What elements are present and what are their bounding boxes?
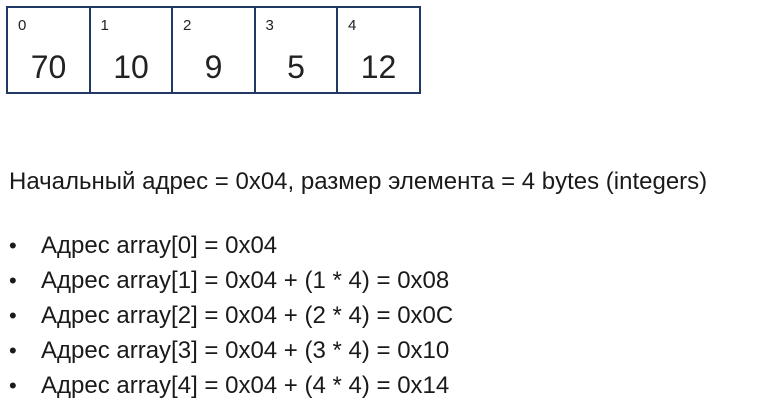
- address-line: Адрес array[2] = 0x04 + (2 * 4) = 0x0C: [41, 302, 454, 329]
- cell-index: 1: [100, 17, 109, 34]
- cell-index: 2: [183, 17, 192, 34]
- array-cell-3: [254, 6, 339, 94]
- address-line: Адрес array[1] = 0x04 + (1 * 4) = 0x08: [41, 267, 450, 294]
- list-item: [9, 333, 453, 368]
- bullet-icon: •: [9, 268, 17, 293]
- cell-index: 4: [348, 17, 357, 34]
- base-address-description: Начальный адрес = 0x04, размер элемента = 4 bytes (integers): [9, 168, 708, 195]
- array-cell-2: [171, 6, 256, 94]
- bullet-icon: •: [9, 233, 17, 258]
- address-line: Адрес array[3] = 0x04 + (3 * 4) = 0x10: [41, 337, 450, 364]
- address-line: Адрес array[4] = 0x04 + (4 * 4) = 0x14: [41, 372, 450, 399]
- address-calculation-list: [9, 228, 453, 403]
- cell-value: 5: [287, 49, 305, 85]
- bullet-icon: •: [9, 373, 17, 398]
- array-cell-0: [6, 6, 91, 94]
- cell-value: 70: [30, 49, 67, 85]
- cell-index: 3: [265, 17, 274, 34]
- cell-value: 9: [204, 49, 223, 85]
- cell-index: 0: [18, 17, 27, 34]
- list-item: [9, 228, 453, 263]
- array-diagram: [6, 6, 421, 94]
- cell-value: 12: [360, 49, 397, 85]
- array-cell-4: [336, 6, 421, 94]
- address-line: Адрес array[0] = 0x04: [41, 232, 278, 259]
- list-item: [9, 298, 453, 333]
- bullet-icon: •: [9, 303, 17, 328]
- cell-value: 10: [113, 49, 149, 85]
- list-item: [9, 368, 453, 403]
- bullet-icon: •: [9, 338, 17, 363]
- list-item: [9, 263, 453, 298]
- array-cell-1: [89, 6, 174, 94]
